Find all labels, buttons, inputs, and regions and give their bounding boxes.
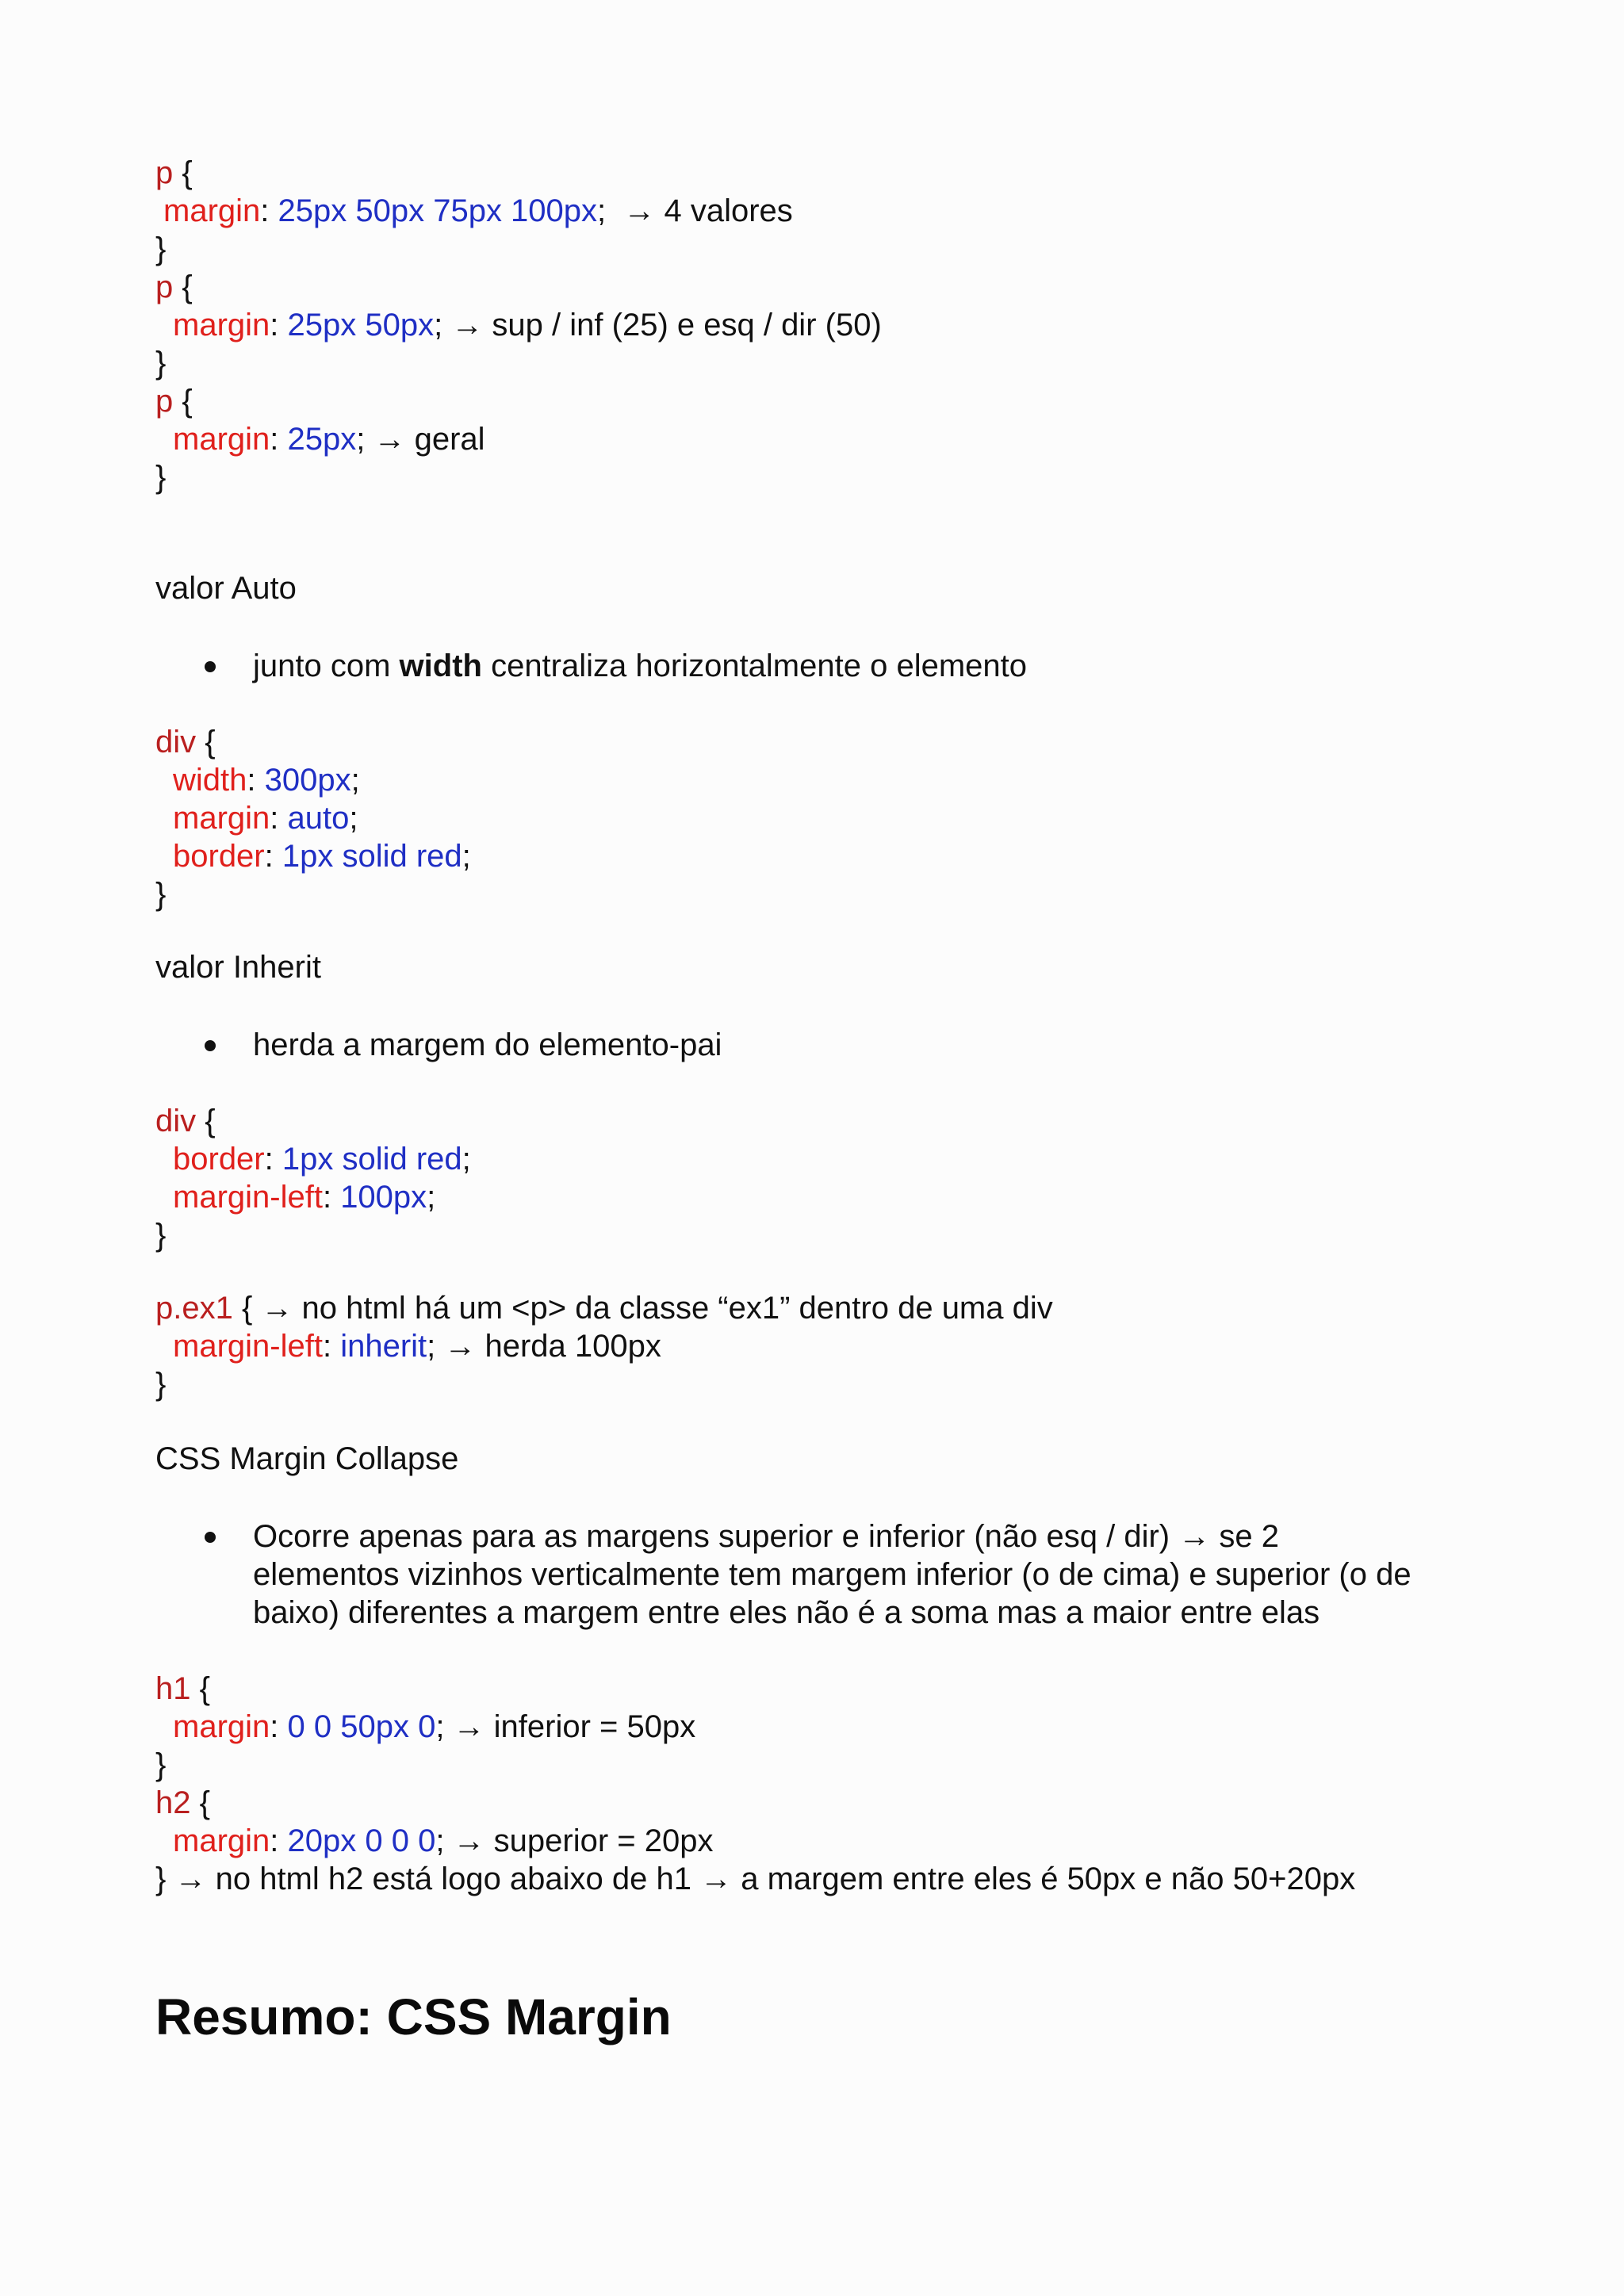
code-line [155,1102,216,1140]
code-line [163,192,793,230]
code-line [155,344,166,382]
css-selector: p [155,155,174,190]
code-comment: ; → sup / inf (25) e esq / dir (50) [434,308,882,342]
colon: : [247,763,265,798]
brace: } [155,1367,167,1402]
code-comment: ; → geral [356,422,485,457]
css-value: 300px [264,763,351,798]
semicolon: ; [462,1142,471,1177]
css-value: 0 0 50px 0 [287,1709,436,1744]
list-item-text: junto com [253,649,400,683]
brace: } [155,460,167,495]
semicolon: ; [350,763,360,798]
brace: { [190,1785,210,1820]
list-item: herda a margem do elemento-pai [253,1027,722,1062]
css-property: margin-left [173,1180,323,1215]
code-line [173,761,360,799]
code-line [155,723,216,761]
css-value: 25px 50px 75px 100px [278,193,598,228]
code-comment: { → no html há um <p> da classe “ex1” dentro de uma div [232,1291,1053,1326]
css-value: 20px 0 0 0 [287,1823,436,1858]
list-item-text: centraliza horizontalmente o elemento [481,649,1028,683]
bold-text: width [399,649,482,683]
brace: { [173,384,193,419]
brace: } [155,1747,167,1782]
css-selector: p.ex1 [155,1291,233,1326]
code-line [155,1289,1053,1327]
colon: : [270,1709,288,1744]
code-line [155,1860,1355,1898]
colon: : [270,1823,288,1858]
colon: : [322,1329,341,1364]
brace: { [190,1671,210,1706]
bullet-icon [205,1040,216,1051]
code-comment: ; → inferior = 50px [435,1709,696,1744]
css-property: margin [173,801,270,836]
css-value: 25px [287,422,357,457]
code-line [155,1670,210,1708]
semicolon: ; [349,801,358,836]
colon: : [270,308,288,342]
code-line [155,458,166,496]
brace: { [196,725,216,760]
css-selector: p [155,384,174,419]
section-title: CSS Margin Collapse [155,1441,459,1476]
code-line [173,1327,661,1365]
code-line [173,1822,714,1860]
css-selector: h2 [155,1785,191,1820]
code-line [155,230,166,268]
css-property: margin [173,1823,270,1858]
brace: { [173,270,193,304]
css-property: margin-left [173,1329,323,1364]
list-item-line: baixo) diferentes a margem entre eles não é a soma mas a maior entre elas [253,1595,1320,1630]
css-property: margin [173,1709,270,1744]
bullet-icon [205,661,216,672]
colon: : [264,1142,282,1177]
code-line [173,1708,695,1746]
brace: } [155,1218,167,1253]
code-line [155,1216,166,1254]
code-line [173,837,471,875]
code-line [155,1784,210,1822]
code-comment: ; → herda 100px [427,1329,661,1364]
code-line [155,154,193,192]
css-value: 1px solid red [282,1142,462,1177]
code-comment: ; → superior = 20px [435,1823,714,1858]
colon: : [270,801,288,836]
css-value: 1px solid red [282,839,462,874]
css-selector: div [155,1104,197,1138]
summary-heading: Resumo: CSS Margin [155,1988,672,2045]
css-property: margin [173,308,270,342]
brace: } [155,232,167,266]
css-value: auto [287,801,350,836]
list-item-line: Ocorre apenas para as margens superior e inferior (não esq / dir) → se 2 [253,1519,1279,1554]
code-line [155,382,193,420]
code-line [155,1365,166,1403]
css-selector: h1 [155,1671,191,1706]
code-comment: } → no html h2 está logo abaixo de h1 → a margem entre eles é 50px e não 50+20px [155,1862,1356,1896]
css-property: margin [173,422,270,457]
code-line [173,1140,471,1178]
colon: : [270,422,288,457]
colon: : [264,839,282,874]
css-property: border [173,839,265,874]
brace: } [155,346,167,381]
code-line [155,875,166,913]
code-line [173,1178,435,1216]
css-selector: p [155,270,174,304]
list-item-line: elementos vizinhos verticalmente tem margem inferior (o de cima) e superior (o de [253,1557,1411,1592]
section-title: valor Inherit [155,950,321,985]
colon: : [322,1180,341,1215]
code-line [173,306,882,344]
brace: { [196,1104,216,1138]
css-property: width [173,763,247,798]
brace: { [173,155,193,190]
code-comment: ; → 4 valores [597,193,793,228]
css-value: 100px [340,1180,427,1215]
css-value: inherit [340,1329,427,1364]
brace: } [155,877,167,912]
code-line [173,799,358,837]
css-value: 25px 50px [287,308,435,342]
css-property: border [173,1142,265,1177]
code-line [155,1746,166,1784]
code-line [173,420,485,458]
semicolon: ; [462,839,471,874]
bullet-icon [205,1532,216,1543]
section-title: valor Auto [155,571,297,606]
semicolon: ; [427,1180,436,1215]
css-selector: div [155,725,197,760]
list-item [253,647,1027,685]
code-line [155,268,193,306]
css-property: margin [163,193,261,228]
colon: : [260,193,278,228]
